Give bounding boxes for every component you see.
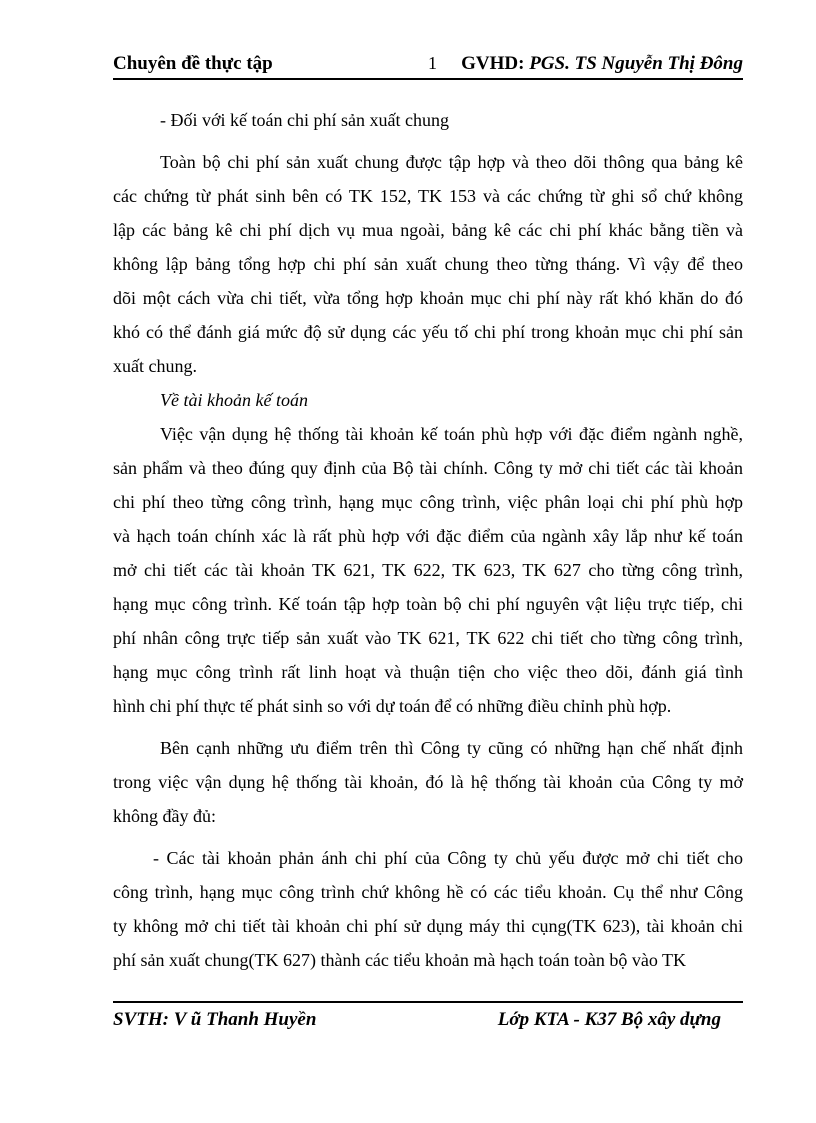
paragraph-line: mở chi tiết các tài khoản TK 621, TK 622, TK 623, TK 627 cho từng công trình, bbox=[113, 560, 743, 580]
footer-class: Lớp KTA - K37 Bộ xây dựng bbox=[497, 1009, 721, 1030]
paragraph-line: Toàn bộ chi phí sản xuất chung được tập hợp và theo dõi thông qua bảng kê bbox=[160, 152, 743, 172]
paragraph-line: các chứng từ phát sinh bên có TK 152, TK 153 và các chứng từ ghi sổ chứ không bbox=[113, 186, 743, 206]
section-heading-overhead-cost: - Đối với kế toán chi phí sản xuất chung bbox=[160, 110, 449, 130]
header-advisor bbox=[461, 53, 743, 75]
paragraph-line: sản phẩm và theo đúng quy định của Bộ tài chính. Công ty mở chi tiết các tài khoản bbox=[113, 458, 743, 478]
paragraph-line: công trình, hạng mục công trình chứ không hề có các tiểu khoản. Cụ thể như Công bbox=[113, 882, 743, 902]
paragraph-line: và hạch toán chính xác là rất phù hợp với đặc điểm của ngành xây lắp như kế toán bbox=[113, 526, 743, 546]
paragraph-line: không đầy đủ: bbox=[113, 806, 216, 826]
document-body bbox=[113, 103, 743, 977]
paragraph-line: lập các bảng kê chi phí dịch vụ mua ngoài, bảng kê các chi phí khác bằng tiền và bbox=[113, 220, 743, 240]
paragraph-line: trong việc vận dụng hệ thống tài khoản, đó là hệ thống tài khoản của Công ty mở bbox=[113, 772, 743, 792]
header-topic-title: Chuyên đề thực tập bbox=[113, 53, 273, 74]
paragraph-line: hạng mục công trình. Kế toán tập hợp toàn bộ chi phí nguyên vật liệu trực tiếp, chi bbox=[113, 594, 743, 614]
paragraph-line: Bên cạnh những ưu điểm trên thì Công ty cũng có những hạn chế nhất định bbox=[160, 738, 743, 758]
paragraph-line: xuất chung. bbox=[113, 356, 197, 376]
paragraph-line: phí nhân công trực tiếp sản xuất vào TK 621, TK 622 chi tiết cho từng công trình, bbox=[113, 628, 743, 648]
paragraph-line: Việc vận dụng hệ thống tài khoản kế toán phù hợp với đặc điểm ngành nghề, bbox=[160, 424, 743, 444]
page-number: 1 bbox=[428, 53, 437, 73]
section-heading-accounts: Về tài khoản kế toán bbox=[160, 390, 308, 410]
paragraph-line: dõi một cách vừa chi tiết, vừa tổng hợp khoản mục chi phí này rất khó khăn do đó bbox=[113, 288, 743, 308]
page-footer bbox=[113, 1001, 743, 1033]
paragraph-line: phí sản xuất chung(TK 627) thành các tiểu khoản mà hạch toán toàn bộ vào TK bbox=[113, 950, 687, 970]
paragraph-line: chi phí theo từng công trình, hạng mục công trình, việc phân loại chi phí phù hợp bbox=[113, 492, 743, 512]
advisor-label: GVHD: bbox=[461, 53, 530, 74]
paragraph-line: ty không mở chi tiết tài khoản chi phí sử dụng máy thi cụng(TK 623), tài khoản chi bbox=[113, 916, 743, 936]
paragraph-line: hạng mục công trình rất linh hoạt và thuận tiện cho việc theo dõi, đánh giá tình bbox=[113, 662, 743, 682]
page-header bbox=[113, 50, 743, 80]
paragraph-line: - Các tài khoản phản ánh chi phí của Công ty chủ yếu được mở chi tiết cho bbox=[153, 848, 743, 868]
footer-student: SVTH: V ũ Thanh Huyền bbox=[113, 1009, 317, 1030]
paragraph-line: khó có thể đánh giá mức độ sử dụng các yếu tố chi phí trong khoản mục chi phí sản bbox=[113, 322, 743, 342]
advisor-name: PGS. TS Nguyễn Thị Đông bbox=[529, 53, 743, 74]
paragraph-line: không lập bảng tổng hợp chi phí sản xuất chung theo từng tháng. Vì vậy để theo bbox=[113, 254, 743, 274]
paragraph-line: hình chi phí thực tế phát sinh so với dự toán để có những điều chỉnh phù hợp. bbox=[113, 696, 672, 716]
